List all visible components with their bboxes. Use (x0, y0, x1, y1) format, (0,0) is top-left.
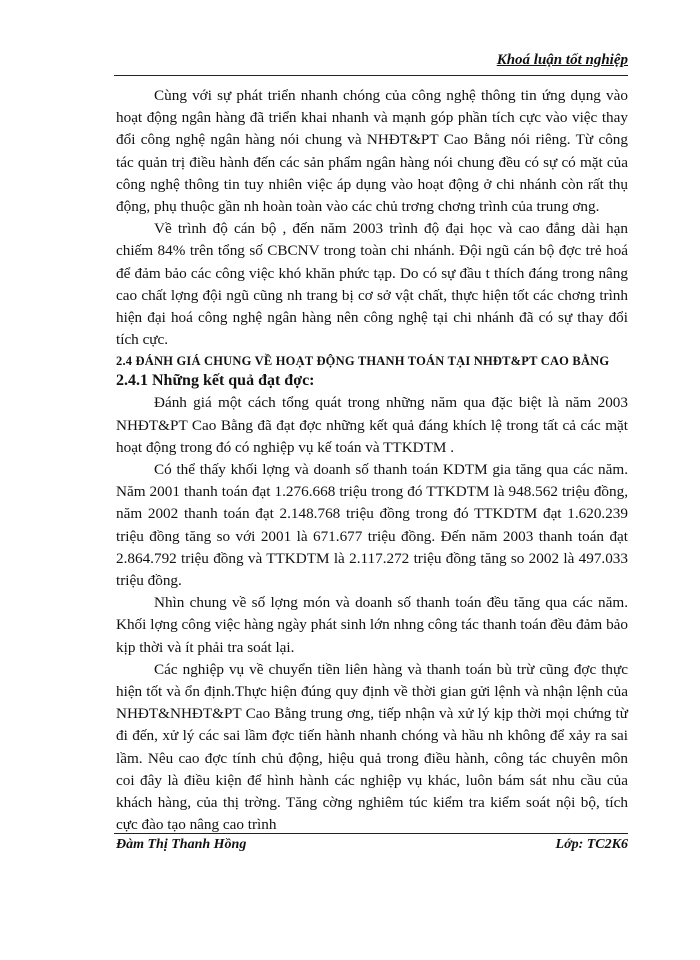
paragraph-technology: Cùng với sự phát triển nhanh chóng của công nghệ thông tin ứng dụng vào hoạt động ngân hàng đã triển khai nhanh và mạnh góp phần tích cực vào việc thay đổi công nghệ ngân hàng nói chung và NHĐT&PT Cao Bằng nói riêng. Từ công tác quản trị điều hành đến các sản phẩm ngân hàng nói chung đều có sự có mặt của công nghệ thông tin tuy nhiên việc áp dụng vào hoạt động ở chi nhánh còn rất thụ động, phụ thuộc gần nh hoàn toàn vào các chủ trơng chơng trình của trung ơng. (116, 87, 628, 216)
paragraph-payment-figures: Có thể thấy khối lợng và doanh số thanh toán KDTM gia tăng qua các năm. Năm 2001 thanh toán đạt 1.276.668 triệu trong đó TTKDTM là 948.562 triệu đồng, năm 2002 thanh toán đạt 2.148.768 triệu đồng trong đó TTKDTM đạt 1.620.239 triệu đồng tăng so với 2001 là 671.677 triệu đồng. Đến năm 2003 thanh toán đạt 2.864.792 triệu đồng và TTKDTM là 2.117.272 triệu đồng tăng so 2002 là 497.033 triệu đồng. (116, 461, 628, 590)
subsection-heading: 2.4.1 Những kết quả đạt đợc: (116, 372, 315, 390)
paragraph-volume: Nhìn chung về số lợng món và doanh số thanh toán đều tăng qua các năm. Khối lợng công việc hàng ngày phát sinh lớn nhng công tác thanh toán đều đảm bảo kịp thời và ít phải tra soát lại. (116, 594, 628, 656)
paragraph-operations: Các nghiệp vụ về chuyển tiền liên hàng và thanh toán bù trừ cũng đợc thực hiện tốt và ổn định.Thực hiện đúng quy định về thời gian gửi lệnh và nhận lệnh của NHĐT&NHĐT&PT Cao Bằng trung ơng, tiếp nhận và xử lý kịp thời mọi chứng từ đi đến, xử lý các sai lầm đợc tiến hành nhanh chóng và hầu nh không để xảy ra sai lầm. Nêu cao đợc tính chủ động, hiệu quả trong điều hành, công tác chuyên môn coi đây là điều kiện để hình hành các nghiệp vụ khác, luôn bám sát nhu cầu của khách hàng, của thị trờng. Tăng cờng nghiêm túc kiểm tra kiểm soát nội bộ, tích cực đào tạo nâng cao trình (116, 660, 628, 834)
paragraph-overview: Đánh giá một cách tổng quát trong những năm qua đặc biệt là năm 2003 NHĐT&PT Cao Bằng đã đạt đợc những kết quả đáng khích lệ trong tất cả các mặt hoạt động trong đó có nghiệp vụ kế toán và TTKDTM . (116, 394, 628, 456)
footer-rule (114, 833, 628, 834)
page-header-title: Khoá luận tốt nghiệp (496, 52, 628, 68)
footer-class: Lớp: TC2K6 (555, 837, 628, 852)
document-body (116, 85, 628, 837)
footer-author: Đàm Thị Thanh Hồng (116, 837, 247, 852)
paragraph-staff-qualification: Về trình độ cán bộ , đến năm 2003 trình độ đại học và cao đẳng dài hạn chiếm 84% trên tổng số CBCNV trong toàn chi nhánh. Đội ngũ cán bộ đợc trẻ hoá để đảm bảo các công việc khó khăn phức tạp. Do có sự đầu t thích đáng trong nâng cao chất lợng đội ngũ cũng nh trang bị cơ sở vật chất, thực hiện tốt các chơng trình hiện đại hoá công nghệ ngân hàng nên công nghệ tại chi nhánh đã có sự thay đổi tích cực. (116, 220, 628, 349)
section-heading: 2.4 ĐÁNH GIÁ CHUNG VỀ HOẠT ĐỘNG THANH TOÁN TẠI NHĐT&PT CAO BẰNG (116, 354, 610, 369)
header-rule (114, 75, 628, 76)
